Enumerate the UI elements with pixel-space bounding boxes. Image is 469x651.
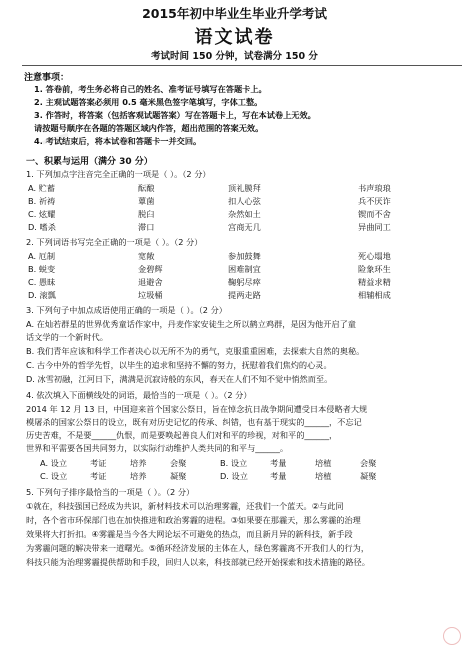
section-heading: 一、积累与运用（满分 30 分） bbox=[26, 157, 153, 167]
option-text: 会聚 bbox=[170, 458, 187, 468]
question-3-line: B. 我们青年应该和科学工作者决心以无所不为的勇气，克服重重困难，去探索大自然的奥秘。 bbox=[26, 346, 365, 356]
option-text: 滞口 bbox=[138, 222, 155, 232]
option-text: 死心塌地 bbox=[358, 251, 391, 261]
question-5-line: ①就在，科技强国已经成为共识，新材料技术可以治理雾霾，还我们一个蓝天。②与此同 bbox=[26, 501, 344, 511]
option-text: 险象环生 bbox=[358, 264, 391, 274]
question-1-stem: 1. 下列加点字注音完全正确的一项是（ ）。（2 分） bbox=[26, 169, 211, 179]
notice-item: 1. 答卷前，考生务必将自己的姓名、准考证号填写在答题卡上。 bbox=[34, 84, 267, 94]
option-text: 考证 bbox=[90, 458, 107, 468]
notice-item: 3. 作答时，将答案（包括客观试题答案）写在答题卡上，写在本试卷上无效。 bbox=[34, 110, 316, 120]
question-3-line: D. 冰雪初融，江河日下，满满是沉寂诗般的东风，春天在人们不知不觉中悄然而至。 bbox=[26, 374, 333, 384]
option-text: 退避舍 bbox=[138, 277, 163, 287]
option-text: D. 滚瓢 bbox=[28, 290, 56, 300]
option-text: 垃圾桶 bbox=[138, 290, 163, 300]
question-4-line: 2014 年 12 月 13 日，中国迎来首个国家公祭日，旨在悼念抗日战争期间遭受日本侵略者大规 bbox=[26, 404, 368, 414]
option-text: A. 设立 bbox=[40, 458, 68, 468]
watermark: — bbox=[35, 116, 75, 159]
option-text: A. 贮蓄 bbox=[28, 183, 56, 193]
option-text: C. 愚昧 bbox=[28, 277, 56, 287]
option-text: 精益求精 bbox=[358, 277, 391, 287]
notice-item: 2. 主观试题答案必须用 0.5 毫米黑色签字笔填写，字体工整。 bbox=[34, 97, 263, 107]
option-text: 困难制宜 bbox=[228, 264, 261, 274]
corner-stamp bbox=[443, 627, 461, 645]
exam-main-title: 语文试卷 bbox=[194, 27, 275, 48]
header-divider bbox=[22, 65, 462, 66]
notice-heading: 注意事项： bbox=[24, 73, 70, 83]
question-4-line: 模屠杀的国家公祭日的设立，既有对历史记忆的传承、纠错，也有基于现实的______，不忘记 bbox=[26, 417, 362, 427]
option-text: 会聚 bbox=[360, 458, 377, 468]
exam-subtitle: 考试时间 150 分钟，试卷满分 150 分 bbox=[151, 51, 318, 62]
option-text: 考量 bbox=[270, 471, 287, 481]
option-text: D. 设立 bbox=[220, 471, 248, 481]
option-text: 异曲同工 bbox=[358, 222, 391, 232]
option-text: 宫商无几 bbox=[228, 222, 261, 232]
question-5-line: 效果将大打折扣。④雾霾是当今各大网论坛不可避免的热点，而且新月异的新科技，新手段 bbox=[26, 529, 353, 539]
option-text: 提两走路 bbox=[228, 290, 261, 300]
option-text: 书声琅琅 bbox=[358, 183, 391, 193]
option-text: 顶礼膜拜 bbox=[228, 183, 261, 193]
option-text: 宽敞 bbox=[138, 251, 155, 261]
notice-item: 4. 考试结束后，将本试卷和答题卡一并交回。 bbox=[34, 136, 202, 146]
option-text: B. 祈祷 bbox=[28, 196, 56, 206]
question-4-stem: 4. 依次填入下面横线处的词语，最恰当的一项是（ ）。（2 分） bbox=[26, 390, 252, 400]
question-5-stem: 5. 下列句子排序最恰当的一项是（ ）。（2 分） bbox=[26, 487, 195, 497]
option-text: 脱臼 bbox=[138, 209, 155, 219]
question-3-line: 话文学的一个新时代。 bbox=[26, 332, 108, 342]
option-text: 培植 bbox=[315, 458, 332, 468]
option-text: 凝聚 bbox=[360, 471, 377, 481]
option-text: A. 厄制 bbox=[28, 251, 56, 261]
question-2-stem: 2. 下列词语书写完全正确的一项是（ ）。（2 分） bbox=[26, 237, 203, 247]
question-4-line: 世界和平需要各国共同努力，以实际行动维护人类共同的和平与______。 bbox=[26, 443, 289, 453]
option-text: 培养 bbox=[130, 458, 147, 468]
question-3-line: C. 古今中外的哲学先哲，以毕生的追求和坚持不懈的努力，抚慰着我们焦灼的心灵。 bbox=[26, 360, 332, 370]
question-3-line: A. 在灿若群星的世界优秀童话作家中，丹麦作家安徒生之所以鹤立鸡群，是因为他开启了童 bbox=[26, 319, 356, 329]
question-5-line: 科技只能为治理雾霾提供帮助和手段，回归人以来，科技部就已经开始探索和技术措施的路径。 bbox=[26, 557, 370, 567]
option-text: 锲而不舍 bbox=[358, 209, 391, 219]
option-text: 考证 bbox=[90, 471, 107, 481]
option-text: 杂然如土 bbox=[228, 209, 261, 219]
option-text: 培养 bbox=[130, 471, 147, 481]
question-5-line: 时，各个省市环保部门也在加快推进和政治雾霾的进程。③如果要在那霾天，那么雾霾的治理 bbox=[26, 515, 361, 525]
question-4-line: 历史苦难，不是要______仇恨，而是要唤起善良人们对和平的珍视，对和平的______， bbox=[26, 430, 338, 440]
option-text: 鞠躬尽瘁 bbox=[228, 277, 261, 287]
option-text: 金碧辉 bbox=[138, 264, 163, 274]
option-text: 酝酿 bbox=[138, 183, 155, 193]
option-text: D. 嗜杀 bbox=[28, 222, 56, 232]
exam-header-title: 2015年初中毕业生毕业升学考试 bbox=[142, 6, 327, 21]
option-text: 相辅相成 bbox=[358, 290, 391, 300]
option-text: 凝聚 bbox=[170, 471, 187, 481]
option-text: 考量 bbox=[270, 458, 287, 468]
notice-item: 请按题号顺序在各题的答题区域内作答，超出范围的答案无效。 bbox=[34, 123, 264, 133]
option-text: 培植 bbox=[315, 471, 332, 481]
option-text: B. 蜕变 bbox=[28, 264, 56, 274]
question-5-line: 为雾霾问题的解决带来一道曙光。⑤循环经济发展的主体在人，绿色雾霾离不开我们人的行为， bbox=[26, 543, 370, 553]
option-text: C. 炫耀 bbox=[28, 209, 56, 219]
option-text: 参加鼓舞 bbox=[228, 251, 261, 261]
option-text: B. 设立 bbox=[220, 458, 248, 468]
option-text: 蕈菌 bbox=[138, 196, 155, 206]
option-text: C. 设立 bbox=[40, 471, 68, 481]
option-text: 兵不厌诈 bbox=[358, 196, 391, 206]
option-text: 扣人心弦 bbox=[228, 196, 261, 206]
question-3-stem: 3. 下列句子中加点成语使用正确的一项是（ ）。（2 分） bbox=[26, 305, 227, 315]
